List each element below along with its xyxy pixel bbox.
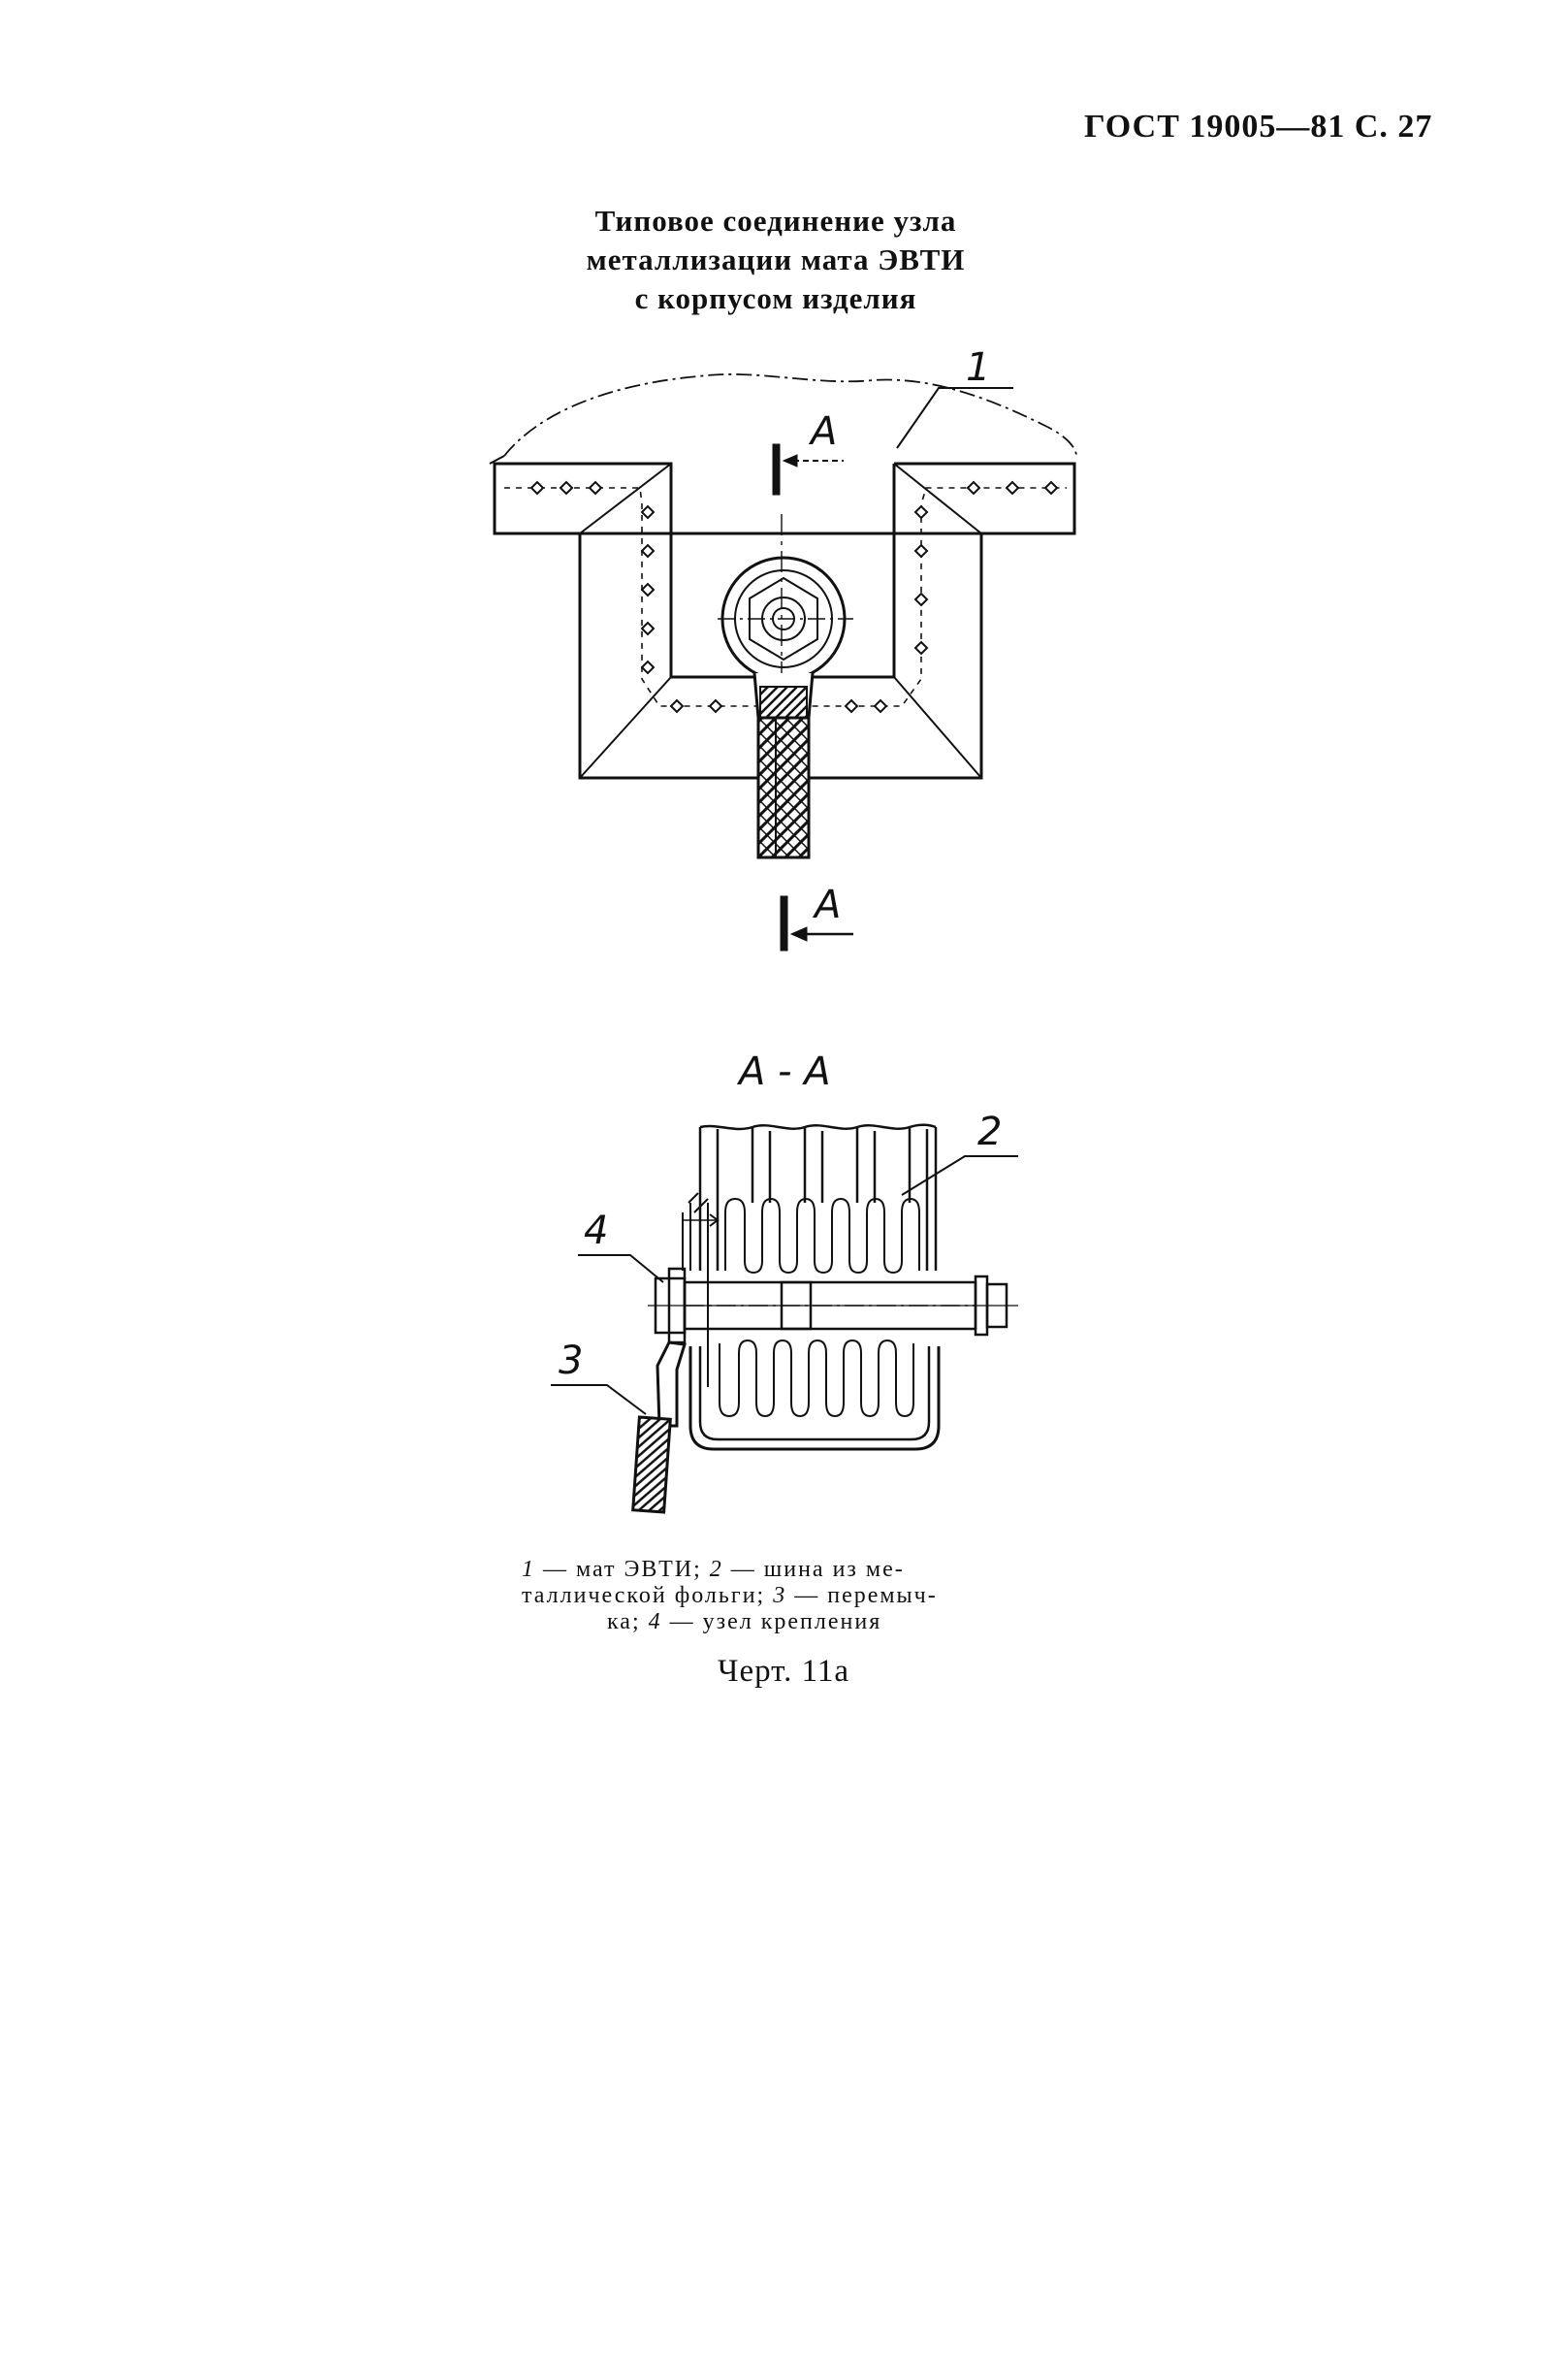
- leader-line-3: [551, 1385, 646, 1414]
- lug-crimp-hatch: [760, 687, 807, 718]
- legend-text-1: — мат ЭВТИ;: [535, 1557, 710, 1582]
- leader-line-2: [902, 1156, 1018, 1195]
- title-line-2: металлизации мата ЭВТИ: [586, 242, 966, 276]
- leader-line-4: [578, 1255, 663, 1282]
- callout-3: 3: [559, 1339, 584, 1383]
- legend-text-3: таллической фольги;: [522, 1583, 774, 1608]
- jumper-strap: [633, 1342, 685, 1512]
- section-view: [648, 1125, 1018, 1449]
- section-label-bottom: A: [815, 883, 842, 927]
- legend-num-3: 3: [773, 1583, 787, 1608]
- callout-1: 1: [966, 345, 991, 390]
- title-line-1: Типовое соединение узла: [594, 204, 957, 238]
- legend-text-6: — узел крепления: [661, 1609, 882, 1634]
- title-line-3: с корпусом изделия: [634, 281, 917, 315]
- legend-text-2: — шина из ме-: [722, 1557, 905, 1582]
- legend-num-1: 1: [522, 1557, 535, 1582]
- callout-4: 4: [584, 1209, 609, 1253]
- legend-num-4: 4: [648, 1609, 662, 1634]
- legend-num-2: 2: [709, 1557, 723, 1582]
- braided-strap: [758, 718, 809, 857]
- callout-2: 2: [977, 1110, 1003, 1154]
- legend: [522, 1557, 1045, 1635]
- figure-caption: Черт. 11а: [718, 1654, 850, 1689]
- section-label-top: A: [811, 409, 838, 454]
- page-header: ГОСТ 19005—81 С. 27: [1084, 109, 1433, 145]
- legend-text-5: ка;: [607, 1609, 649, 1634]
- leader-line-1: [897, 388, 1013, 448]
- legend-text-4: — перемыч-: [786, 1583, 938, 1608]
- section-title: A - A: [739, 1049, 831, 1094]
